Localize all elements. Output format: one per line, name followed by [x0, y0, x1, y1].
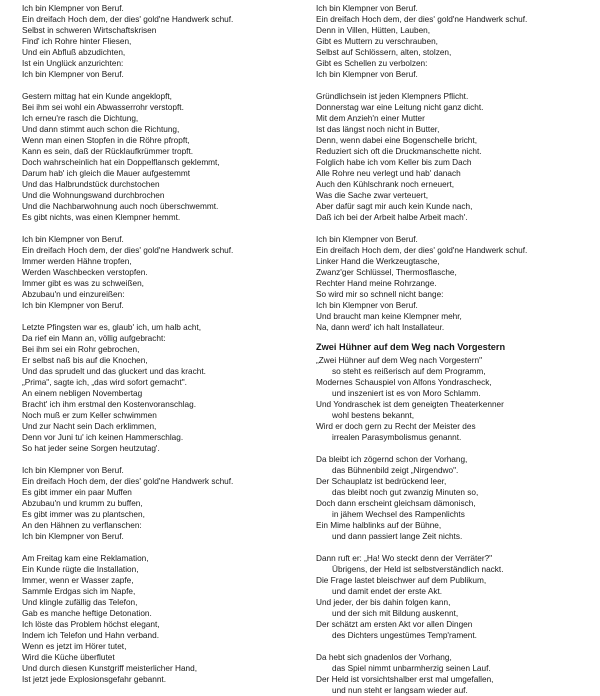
lyric-line: Ein dreifach Hoch dem, der dies' gold'ne Handwerk schuf. — [316, 246, 528, 255]
lyric-line: Denn in Villen, Hütten, Lauben, — [316, 26, 431, 35]
lyric-line: Darum hab' ich gleich die Mauer aufgestemmt — [22, 169, 191, 178]
lyric-line: Sammle Erdgas sich im Napfe, — [22, 587, 136, 596]
lyric-line: Ich bin Klempner von Beruf. — [22, 466, 124, 475]
stanza — [316, 355, 586, 443]
lyric-line: Linker Hand die Werkzeugtasche, — [316, 257, 440, 266]
lyric-line: Folglich habe ich vom Keller bis zum Dach — [316, 158, 472, 167]
lyric-line: Abzubau'n und einzureißen: — [22, 290, 125, 299]
lyric-line: Reduziert sich oft die Druckmanschette nicht. — [316, 147, 482, 156]
lyric-line: Doch dann erscheint gleichsam dämonisch, — [316, 499, 476, 508]
lyric-line: Ein dreifach Hoch dem, der dies' gold'ne Handwerk schuf. — [22, 477, 234, 486]
lyric-line: Und durch diesen Kunstgriff meisterlicher Hand, — [22, 664, 198, 673]
lyric-line: das Spiel nimmt unbarmherzig seinen Lauf. — [332, 664, 491, 673]
lyric-line: und dann passiert lange Zeit nichts. — [332, 532, 463, 541]
lyric-line: Daß ich bei der Arbeit halbe Arbeit mach'. — [316, 213, 468, 222]
lyric-line: Und klingle zufällig das Telefon, — [22, 598, 138, 607]
lyric-line: Es gibt immer was zu plantschen, — [22, 510, 145, 519]
lyric-line: Und die Nachbarwohnung auch noch überschwemmt. — [22, 202, 219, 211]
stanza-gap — [22, 454, 290, 465]
lyric-line: Ein Kunde rügte die Installation, — [22, 565, 139, 574]
lyric-line: An einem nebligen Novembertag — [22, 389, 143, 398]
lyric-line: und inszeniert ist es von Moro Schlamm. — [332, 389, 481, 398]
lyric-line: „Prima", sagte ich, „das wird sofort gemacht". — [22, 378, 187, 387]
lyric-line: Und braucht man keine Klempner mehr, — [316, 312, 462, 321]
lyric-line: So wird mir so schnell nicht bange: — [316, 290, 444, 299]
lyric-line: Immer gibt es was zu schweißen, — [22, 279, 144, 288]
lyric-line: Gab es manche heftige Detonation. — [22, 609, 152, 618]
stanza-gap — [22, 542, 290, 553]
lyric-line: und der sich mit Bildung auskennt, — [332, 609, 459, 618]
lyric-line: Gibt es Schellen zu verbolzen: — [316, 59, 428, 68]
lyric-line: Find' ich Rohre hinter Fliesen, — [22, 37, 132, 46]
lyric-line: Und das sprudelt und das gluckert und das kracht. — [22, 367, 206, 376]
lyric-line: Letzte Pfingsten war es, glaub' ich, um halb acht, — [22, 323, 202, 332]
right-stanzas — [316, 3, 586, 333]
left-column — [22, 3, 290, 685]
stanza — [22, 3, 290, 80]
lyric-line: Ich bin Klempner von Beruf. — [22, 4, 124, 13]
lyric-line: Da hebt sich gnadenlos der Vorhang, — [316, 653, 452, 662]
lyric-line: So hat jeder seine Sorgen heutzutag'. — [22, 444, 160, 453]
lyric-line: Ein dreifach Hoch dem, der dies' gold'ne Handwerk schuf. — [316, 15, 528, 24]
lyric-line: Ein dreifach Hoch dem, der dies' gold'ne Handwerk schuf. — [22, 15, 234, 24]
lyric-line: Gibt es Muttern zu verschrauben, — [316, 37, 438, 46]
lyric-line: Ich bin Klempner von Beruf. — [22, 301, 124, 310]
stanza-gap — [22, 80, 290, 91]
lyric-line: Bei ihm sei ein Rohr gebrochen, — [22, 345, 140, 354]
lyric-line: Rechter Hand meine Rohrzange. — [316, 279, 437, 288]
lyric-line: Die Frage lastet bleischwer auf dem Publikum, — [316, 576, 487, 585]
lyric-line: Es gibt immer ein paar Muffen — [22, 488, 132, 497]
lyric-line: Selbst in schweren Wirtschaftskrisen — [22, 26, 157, 35]
lyric-line: Was die Sache zwar verteuert, — [316, 191, 429, 200]
stanza — [22, 322, 290, 454]
lyric-line: Ich erneu're rasch die Dichtung, — [22, 114, 139, 123]
lyric-line: das Bühnenbild zeigt „Nirgendwo". — [332, 466, 459, 475]
stanza — [316, 234, 586, 333]
second-song-stanzas — [316, 355, 586, 696]
lyric-line: Modernes Schauspiel von Alfons Yondrascheck, — [316, 378, 492, 387]
lyric-line: Der Schauplatz ist bedrückend leer, — [316, 477, 447, 486]
lyric-line: des Dichters ungestümes Temp'rament. — [332, 631, 477, 640]
lyric-line: Und jeder, der bis dahin folgen kann, — [316, 598, 451, 607]
lyric-line: Kann es sein, daß der Rücklaufkrümmer tropft. — [22, 147, 194, 156]
stanza — [316, 454, 586, 542]
lyric-line: Und die Wohnungswand durchbrochen — [22, 191, 165, 200]
lyric-line: Am Freitag kam eine Reklamation, — [22, 554, 149, 563]
lyric-line: Ist das längst noch nicht in Butter, — [316, 125, 440, 134]
stanza — [316, 553, 586, 641]
lyric-line: Und dann stimmt auch schon die Richtung, — [22, 125, 180, 134]
lyric-line: Gestern mittag hat ein Kunde angeklopft, — [22, 92, 172, 101]
lyric-line: Ich bin Klempner von Beruf. — [316, 235, 418, 244]
lyric-line: Der schätzt am ersten Akt vor allen Dingen — [316, 620, 473, 629]
lyric-line: Und ein Abfluß abzudichten, — [22, 48, 126, 57]
lyric-line: in jähem Wechsel des Rampenlichts — [332, 510, 465, 519]
stanza — [22, 234, 290, 311]
lyric-line: Ich bin Klempner von Beruf. — [22, 70, 124, 79]
lyric-line: Ich bin Klempner von Beruf. — [316, 70, 418, 79]
lyric-line: „Zwei Hühner auf dem Weg nach Vorgestern" — [316, 356, 483, 365]
lyric-line: Auch den Kühlschrank noch erneuert, — [316, 180, 455, 189]
lyric-line: und damit endet der erste Akt. — [332, 587, 443, 596]
lyric-line: Doch wahrscheinlich hat ein Doppelflansch geklemmt, — [22, 158, 220, 167]
lyric-line: Denn vor Juni tu' ich keinen Hammerschlag. — [22, 433, 184, 442]
lyric-line: Wenn man einen Stopfen in die Röhre pfropft, — [22, 136, 190, 145]
stanza — [316, 652, 586, 696]
lyric-line: das bleibt noch gut zwanzig Minuten so, — [332, 488, 479, 497]
lyric-line: Na, dann werd' ich halt Installateur. — [316, 323, 445, 332]
lyric-line: Ich bin Klempner von Beruf. — [316, 301, 418, 310]
lyric-line: Ich bin Klempner von Beruf. — [22, 235, 124, 244]
lyric-line: Wird er doch gern zu Recht der Meister des — [316, 422, 476, 431]
lyric-line: Denn, wenn dabei eine Bogenschelle bricht, — [316, 136, 477, 145]
lyric-line: Dann ruft er: „Ha! Wo steckt denn der Verräter?" — [316, 554, 493, 563]
lyric-line: Bracht' ich ihm erstmal den Kostenvoranschlag. — [22, 400, 196, 409]
lyric-line: Selbst auf Schlössern, alten, stolzen, — [316, 48, 452, 57]
lyric-line: Ein dreifach Hoch dem, der dies' gold'ne Handwerk schuf. — [22, 246, 234, 255]
lyric-line: Donnerstag war eine Leitung nicht ganz dicht. — [316, 103, 484, 112]
lyric-line: Ich bin Klempner von Beruf. — [22, 532, 124, 541]
lyric-line: und nun steht er langsam wieder auf. — [332, 686, 468, 695]
lyric-line: Abzubau'n und krumm zu buffen, — [22, 499, 143, 508]
lyric-line: Ich bin Klempner von Beruf. — [316, 4, 418, 13]
stanza-gap — [316, 443, 586, 454]
stanza-gap — [316, 223, 586, 234]
lyric-line: Ich löste das Problem höchst elegant, — [22, 620, 160, 629]
lyric-line: Aber dafür sagt mir auch kein Kunde nach, — [316, 202, 473, 211]
lyric-line: Da rief ein Mann an, völlig aufgebracht: — [22, 334, 166, 343]
lyric-line: Zwanz'ger Schlüssel, Thermosflasche, — [316, 268, 457, 277]
lyric-line: Ist jetzt jede Explosionsgefahr gebannt. — [22, 675, 167, 684]
lyric-line: Es gibt nichts, was einen Klempner hemmt. — [22, 213, 181, 222]
lyric-line: Mit dem Anzieh'n einer Mutter — [316, 114, 425, 123]
stanza-gap — [22, 311, 290, 322]
lyric-line: Immer werden Hähne tropfen, — [22, 257, 132, 266]
lyric-line: Wird die Küche überflutet — [22, 653, 115, 662]
lyric-line: Da bleibt ich zögernd schon der Vorhang, — [316, 455, 468, 464]
lyric-line: irrealen Parasymbolismus genannt. — [332, 433, 462, 442]
stanza-gap — [316, 542, 586, 553]
lyric-line: Werden Waschbecken verstopfen. — [22, 268, 148, 277]
lyric-line: so steht es reißerisch auf dem Programm, — [332, 367, 486, 376]
lyric-line: Und Yondraschek ist dem geneigten Theaterkenner — [316, 400, 504, 409]
lyric-line: Und das Halbrundstück durchstochen — [22, 180, 160, 189]
stanza-gap — [316, 80, 586, 91]
lyric-line: Und zur Nacht sein Dach erklimmen, — [22, 422, 157, 431]
lyric-line: Der Held ist vorsichtshalber erst mal umgefallen, — [316, 675, 494, 684]
stanza — [316, 91, 586, 223]
lyric-line: Alle Rohre neu verlegt und hab' danach — [316, 169, 461, 178]
lyric-line: Übrigens, der Held ist selbstverständlich nackt. — [332, 565, 504, 574]
song-title: Zwei Hühner auf dem Weg nach Vorgestern — [316, 342, 506, 352]
stanza — [22, 465, 290, 542]
lyric-line: Noch muß er zum Keller schwimmen — [22, 411, 157, 420]
lyric-line: Wenn es jetzt im Hörer tutet, — [22, 642, 127, 651]
right-column — [316, 3, 586, 696]
lyric-line: Bei ihm sei wohl ein Abwasserrohr verstopft. — [22, 103, 184, 112]
stanza — [316, 3, 586, 80]
lyric-line: Immer, wenn er Wasser zapfe, — [22, 576, 134, 585]
lyric-line: wohl bestens bekannt, — [332, 411, 415, 420]
lyric-line: Indem ich Telefon und Hahn verband. — [22, 631, 159, 640]
lyric-line: Gründlichsein ist jeden Klempners Pflicht. — [316, 92, 469, 101]
lyric-line: Ist ein Unglück anzurichten: — [22, 59, 124, 68]
stanza — [22, 91, 290, 223]
stanza — [22, 553, 290, 685]
lyric-line: Er selbst naß bis auf die Knochen, — [22, 356, 148, 365]
lyric-line: Ein Mime halblinks auf der Bühne, — [316, 521, 442, 530]
lyric-line: An den Hähnen zu verflanschen: — [22, 521, 142, 530]
stanza-gap — [22, 223, 290, 234]
stanza-gap — [316, 641, 586, 652]
